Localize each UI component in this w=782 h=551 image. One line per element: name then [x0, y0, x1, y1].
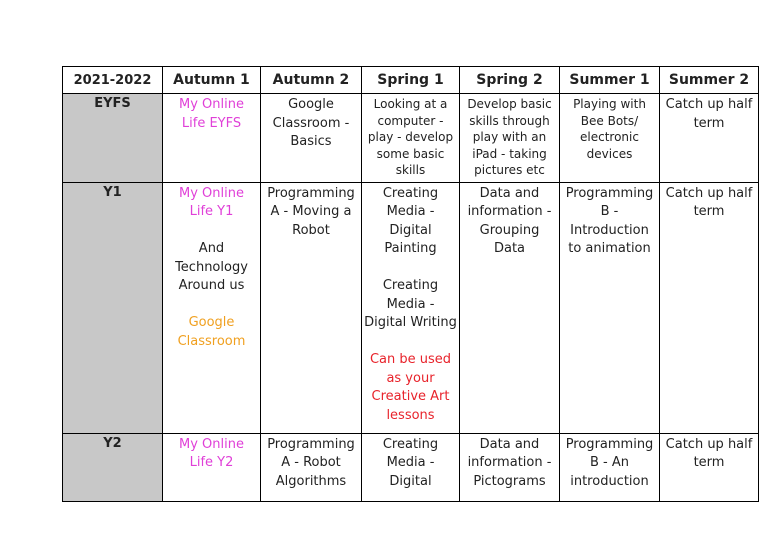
- cell-eyfs-autumn-1: [163, 94, 261, 183]
- table-row-eyfs: [63, 94, 759, 183]
- cell-text-line: And: [198, 241, 225, 256]
- cell-text-line: Looking at a: [373, 97, 448, 111]
- cell-text-line: to animation: [568, 241, 651, 256]
- table-row-y1: [63, 182, 759, 433]
- cell-text-line: Programming: [565, 436, 654, 452]
- cell-y1-autumn-2: [261, 182, 362, 433]
- cell-text-line: Robot: [292, 222, 330, 238]
- cell-text-line: Programming: [267, 185, 355, 201]
- cell-text-line: term: [693, 455, 725, 470]
- cell-text-line: My Online: [179, 185, 244, 201]
- cell-eyfs-summer-1: [560, 94, 660, 183]
- cell-text-line: Classroom: [177, 333, 246, 349]
- cell-text-line: Digital: [389, 473, 432, 489]
- cell-eyfs-spring-1: [362, 94, 460, 183]
- cell-spacer: [364, 333, 457, 352]
- cell-text-line: Digital Writing: [364, 315, 457, 330]
- cell-text-line: Catch up half: [665, 185, 753, 201]
- cell-text-line: Data: [493, 241, 526, 256]
- cell-text-line: B -: [600, 204, 619, 219]
- cell-text-line: iPad - taking: [472, 146, 547, 161]
- cell-y1-spring-1: [362, 182, 460, 433]
- cell-text-line: term: [693, 204, 725, 219]
- cell-text-line: Creating: [382, 278, 439, 293]
- cell-eyfs-spring-2: [460, 94, 560, 183]
- cell-text-line: Media -: [386, 204, 435, 219]
- cell-text-line: Media -: [386, 455, 435, 470]
- cell-text-line: B - An: [589, 455, 629, 470]
- cell-text-line: Bee Bots/: [580, 113, 639, 128]
- cell-text-line: Grouping: [479, 222, 540, 238]
- cell-text-line: lessons: [386, 407, 435, 423]
- cell-text-line: Data and: [479, 185, 540, 201]
- cell-text-line: some basic: [376, 146, 445, 161]
- cell-text-line: Programming: [565, 185, 654, 201]
- cell-text-line: Creating: [382, 185, 439, 201]
- cell-y2-spring-1: [362, 433, 460, 501]
- row-label-y1: Y1: [63, 182, 163, 433]
- cell-text-line: Algorithms: [275, 473, 347, 489]
- cell-text-line: My Online: [179, 436, 244, 452]
- cell-text-line: play with an: [472, 130, 547, 144]
- cell-y2-autumn-2: [261, 433, 362, 501]
- cell-spacer: [165, 296, 258, 315]
- cell-text-line: play - develop: [367, 130, 454, 144]
- header-spring-1: Spring 1: [362, 67, 460, 94]
- cell-text-line: Data and: [479, 436, 540, 452]
- header-summer-1: Summer 1: [560, 67, 660, 94]
- cell-text-line: electronic: [580, 130, 639, 144]
- cell-eyfs-autumn-2: [261, 94, 362, 183]
- cell-text-line: devices: [586, 146, 633, 161]
- cell-text-line: Google: [288, 97, 334, 112]
- header-spring-2: Spring 2: [460, 67, 560, 94]
- cell-text-line: computer -: [377, 113, 444, 128]
- header-row: [63, 67, 759, 94]
- cell-text-line: A - Robot: [281, 455, 341, 470]
- cell-text-line: Media -: [386, 296, 435, 312]
- cell-text-line: A - Moving a: [270, 204, 352, 219]
- cell-text-line: Life Y2: [189, 455, 234, 470]
- cell-text-line: Basics: [290, 134, 332, 149]
- cell-text-line: Life EYFS: [181, 115, 242, 131]
- cell-text-line: Playing with: [573, 97, 646, 111]
- cell-text-line: Catch up half: [665, 436, 753, 452]
- cell-text-line: Painting: [384, 241, 437, 256]
- cell-y2-summer-1: [560, 433, 660, 501]
- cell-y1-summer-2: [660, 182, 759, 433]
- cell-text-line: Google: [188, 315, 235, 330]
- row-label-eyfs: EYFS: [63, 94, 163, 183]
- cell-y1-autumn-1: [163, 182, 261, 433]
- cell-y2-autumn-1: [163, 433, 261, 501]
- row-label-y2: Y2: [63, 433, 163, 501]
- cell-y2-summer-2: [660, 433, 759, 501]
- cell-text-line: Digital: [389, 222, 432, 238]
- cell-text-line: as your: [386, 370, 435, 386]
- cell-spacer: [364, 259, 457, 278]
- cell-text-line: Catch up half: [665, 97, 753, 112]
- cell-text-line: information -: [467, 455, 552, 470]
- table-row-y2: [63, 433, 759, 501]
- cell-text-line: My Online: [179, 97, 244, 112]
- cell-text-line: Programming: [267, 436, 355, 452]
- cell-text-line: skills: [395, 163, 426, 177]
- cell-text-line: Introduction: [570, 222, 649, 238]
- cell-spacer: [165, 222, 258, 241]
- header-year-range: 2021-2022: [63, 67, 163, 94]
- cell-y1-spring-2: [460, 182, 560, 433]
- cell-text-line: term: [693, 115, 725, 131]
- cell-y2-spring-2: [460, 433, 560, 501]
- cell-text-line: Around us: [178, 278, 245, 293]
- cell-text-line: Can be used: [369, 352, 452, 367]
- cell-text-line: Creative Art: [371, 389, 450, 404]
- cell-text-line: Classroom -: [272, 115, 350, 131]
- cell-text-line: pictures etc: [474, 163, 545, 177]
- cell-text-line: skills through: [469, 113, 550, 128]
- header-autumn-1: Autumn 1: [163, 67, 261, 94]
- cell-y1-summer-1: [560, 182, 660, 433]
- cell-text-line: introduction: [570, 473, 649, 489]
- header-autumn-2: Autumn 2: [261, 67, 362, 94]
- cell-text-line: Life Y1: [189, 204, 234, 219]
- cell-eyfs-summer-2: [660, 94, 759, 183]
- cell-text-line: Develop basic: [467, 97, 552, 111]
- cell-text-line: Technology: [175, 259, 248, 275]
- computing-curriculum-table: [62, 66, 759, 502]
- cell-text-line: information -: [467, 204, 552, 219]
- cell-text-line: Pictograms: [473, 473, 546, 489]
- header-summer-2: Summer 2: [660, 67, 759, 94]
- cell-text-line: Creating: [382, 436, 439, 452]
